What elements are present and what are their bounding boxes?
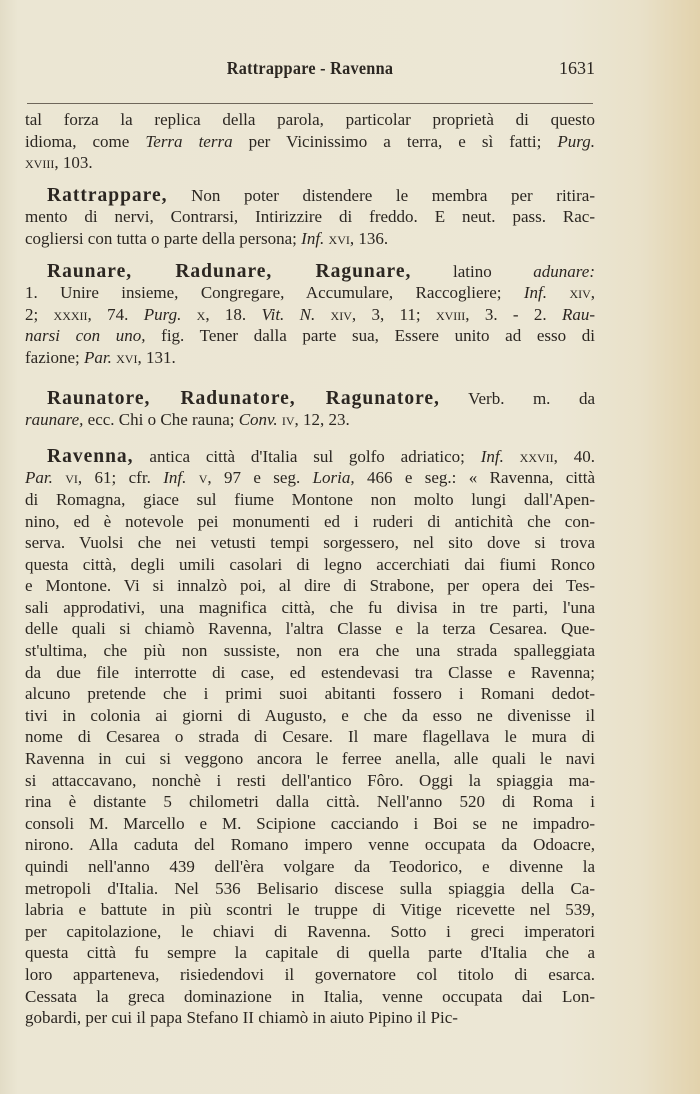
text-run: nome di Cesarea o strada di Cesare. Il mare flagellava le mura di: [25, 727, 595, 747]
text-run: questa città, degli umili casolari di legno accerchiati dai fiumi Ronco: [25, 554, 595, 574]
italic-text: Par.: [84, 347, 112, 367]
text-line: [25, 856, 595, 878]
text-line: [25, 705, 595, 727]
roman-numeral: vi: [65, 468, 78, 488]
text-run: idioma, come: [25, 131, 146, 151]
text-line: [25, 347, 595, 369]
text-run: loro apparteneva, risiedendovi il governatore col titolo di esarca.: [25, 964, 595, 984]
text-run: tivi in colonia ai giorni di Augusto, e che da esso ne divenisse il: [25, 705, 595, 725]
roman-numeral: xxvii: [519, 446, 554, 466]
roman-numeral: xiv: [330, 304, 352, 324]
text-line: [25, 304, 595, 326]
text-run: alcuno pretende che i primi suoi abitanti fossero i Romani dedot-: [25, 684, 595, 704]
text-run: [504, 447, 520, 466]
text-line: [25, 228, 595, 250]
text-run: , 74.: [87, 304, 144, 324]
text-line: [25, 813, 595, 835]
text-run: per Vicinissimo a terra, e sì fatti;: [232, 131, 558, 151]
italic-text: Par.: [25, 468, 53, 488]
running-header: [25, 58, 595, 88]
text-line: [25, 834, 595, 856]
roman-numeral: x: [196, 304, 206, 324]
italic-text: Loria,: [312, 468, 355, 488]
text-line: [25, 325, 595, 347]
italic-text: raunare,: [25, 410, 84, 430]
text-run: serva. Vuolsi che nei vetusti tempi sorgessero, nel sito dove si trova: [25, 533, 595, 553]
text-run: labria e battute in più scontri le truppe di Vitige ricevette nel 539,: [25, 900, 595, 920]
text-line: [25, 206, 595, 228]
dictionary-body: [25, 109, 595, 1029]
text-run: delle quali si chiamò Ravenna, l'altra Classe e la terza Cesarea. Que-: [25, 619, 595, 639]
text-line: [25, 726, 595, 748]
text-line: [25, 618, 595, 640]
text-run: , 136.: [349, 228, 389, 248]
text-run: 466 e seg.: « Ravenna, città: [354, 468, 595, 488]
text-run: 2;: [25, 304, 54, 324]
text-line: [25, 282, 595, 304]
text-run: antica città d'Italia sul golfo adriatico;: [133, 446, 481, 466]
page-number: 1631: [559, 58, 595, 78]
headword: Raunatore, Radunatore, Ragunatore,: [47, 387, 440, 409]
text-line: [25, 152, 595, 174]
text-line: [25, 575, 595, 597]
roman-numeral: xviii: [435, 304, 466, 324]
text-run: , 3. - 2.: [465, 304, 562, 324]
text-run: si attaccavano, nonchè i resti dell'antico Fôro. Oggi la spiaggia ma-: [25, 770, 595, 790]
dictionary-entry: [25, 446, 595, 1029]
text-run: nino, ed è notevole pei monumenti ed i ruderi di antichità che con-: [25, 511, 595, 531]
text-run: nirono. Alla caduta del Romano impero venne occupata da Odoacre,: [25, 835, 595, 855]
text-line: [25, 532, 595, 554]
text-line: [25, 878, 595, 900]
text-run: , 103.: [54, 153, 93, 173]
text-line: [25, 185, 595, 207]
headword: Rattrappare,: [47, 184, 168, 206]
text-run: cogliersi con tutta o parte della persona;: [25, 228, 302, 248]
text-line: [25, 921, 595, 943]
text-run: gobardi, per cui il papa Stefano II chiamò in aiuto Pipino il Pic-: [25, 1008, 458, 1028]
text-run: mento di nervi, Contrarsi, Intirizzire di freddo. E neut. pass. Rac-: [25, 207, 595, 227]
text-line: [25, 986, 595, 1008]
text-run: , 3, 11;: [351, 304, 436, 324]
italic-text: Purg.: [557, 131, 596, 151]
text-run: consoli M. Marcello e M. Scipione cacciando i Boi se ne impadro-: [25, 813, 595, 833]
italic-text: narsi con uno,: [25, 326, 146, 346]
text-run: da due file interrotte di case, ed estendevasi tra Classe e Ravenna;: [25, 662, 595, 682]
text-line: [25, 942, 595, 964]
italic-text: Terra terra: [145, 131, 233, 151]
dictionary-entry: [25, 388, 595, 431]
italic-text: Inf.: [523, 283, 548, 303]
text-line: [25, 770, 595, 792]
roman-numeral: xviii: [25, 153, 55, 173]
text-run: tal forza la replica della parola, particolar proprietà di questo: [25, 110, 595, 129]
text-run: st'ultima, che più non sussiste, non era che una strada spalleggiata: [25, 641, 595, 661]
italic-text: Inf.: [301, 228, 325, 248]
continued-entry: [25, 109, 595, 174]
text-line: [25, 1007, 595, 1029]
text-run: [547, 283, 569, 302]
header-rule: [27, 103, 593, 104]
text-run: Verb. m. da: [439, 388, 595, 408]
text-line: [25, 554, 595, 576]
text-run: questa città fu sempre la capitale di quella parte d'Italia che a: [25, 943, 595, 963]
text-run: ,: [590, 283, 596, 303]
text-line: [25, 597, 595, 619]
roman-numeral: v: [198, 468, 208, 488]
roman-numeral: xvi: [116, 347, 138, 367]
text-line: [25, 640, 595, 662]
text-line: [25, 662, 595, 684]
headword: Raunare, Radunare, Ragunare,: [47, 260, 412, 282]
text-run: Cessata la greca dominazione in Italia, venne occupata dai Lon-: [25, 986, 595, 1006]
italic-text: Inf.: [163, 468, 187, 488]
text-line: [25, 964, 595, 986]
text-line: [25, 467, 595, 489]
text-run: Ravenna in cui si veggono ancora le ferree anella, alle quali le navi: [25, 749, 595, 769]
text-line: [25, 388, 595, 410]
text-line: [25, 683, 595, 705]
dictionary-entry: [25, 261, 595, 369]
roman-numeral: iv: [281, 410, 295, 430]
text-run: , 40.: [553, 446, 596, 466]
italic-text: Inf.: [480, 446, 504, 466]
italic-text: Purg.: [143, 304, 182, 324]
text-run: [186, 468, 198, 487]
text-run: di Romagna, giace sul fiume Montone non molto lungi dall'Apen-: [25, 489, 595, 509]
text-run: , 61; cfr.: [77, 468, 164, 488]
text-run: , 131.: [137, 347, 176, 367]
italic-text: Vit. N.: [261, 304, 316, 324]
text-run: e Montone. Vi si innalzò poi, al dire di Strabone, per opera dei Tes-: [25, 576, 595, 596]
text-line: [25, 446, 595, 468]
headword: Ravenna,: [47, 445, 134, 467]
italic-text: adunare:: [533, 261, 595, 281]
roman-numeral: xiv: [569, 283, 591, 303]
text-run: fig. Tener dalla parte sua, Essere unito ad esso di: [145, 326, 595, 346]
text-run: Non poter distendere le membra per ritira-: [167, 185, 595, 205]
italic-text: Conv.: [238, 410, 278, 430]
text-line: [25, 261, 595, 283]
text-run: latino: [411, 261, 534, 281]
text-run: per capitolazione, le chiavi di Ravenna. Sotto i greci imperatori: [25, 921, 595, 941]
text-run: , 18.: [205, 304, 262, 324]
text-run: rina è distante 5 chilometri dalla città. Nell'anno 520 di Roma i: [25, 792, 595, 812]
dictionary-entry: [25, 185, 595, 250]
text-run: sali approdativi, una magnifica città, che fu divisa in tre parti, l'una: [25, 597, 595, 617]
text-run: , 12, 23.: [294, 410, 350, 430]
text-run: fazione;: [25, 347, 84, 367]
italic-text: Rau-: [561, 304, 596, 324]
text-line: [25, 131, 595, 153]
text-run: [315, 305, 330, 324]
text-run: quindi nell'anno 439 dell'èra volgare da Teodorico, e divenne la: [25, 857, 595, 876]
text-run: [181, 305, 196, 324]
running-title: Rattrappare - Ravenna: [226, 58, 394, 78]
text-run: [53, 468, 65, 487]
text-line: [25, 899, 595, 921]
roman-numeral: xvi: [328, 228, 350, 248]
text-line: [25, 489, 595, 511]
roman-numeral: xxxii: [53, 304, 88, 324]
text-line: [25, 511, 595, 533]
text-line: [25, 109, 595, 131]
text-line: [25, 791, 595, 813]
text-run: 1. Unire insieme, Congregare, Accumulare, Raccogliere;: [25, 283, 524, 303]
text-line: [25, 409, 595, 431]
text-run: , 97 e seg.: [207, 468, 313, 488]
text-line: [25, 748, 595, 770]
text-run: ecc. Chi o Che rauna;: [83, 410, 239, 430]
text-run: metropoli d'Italia. Nel 536 Belisario discese sulla spiaggia della Ca-: [25, 878, 595, 898]
